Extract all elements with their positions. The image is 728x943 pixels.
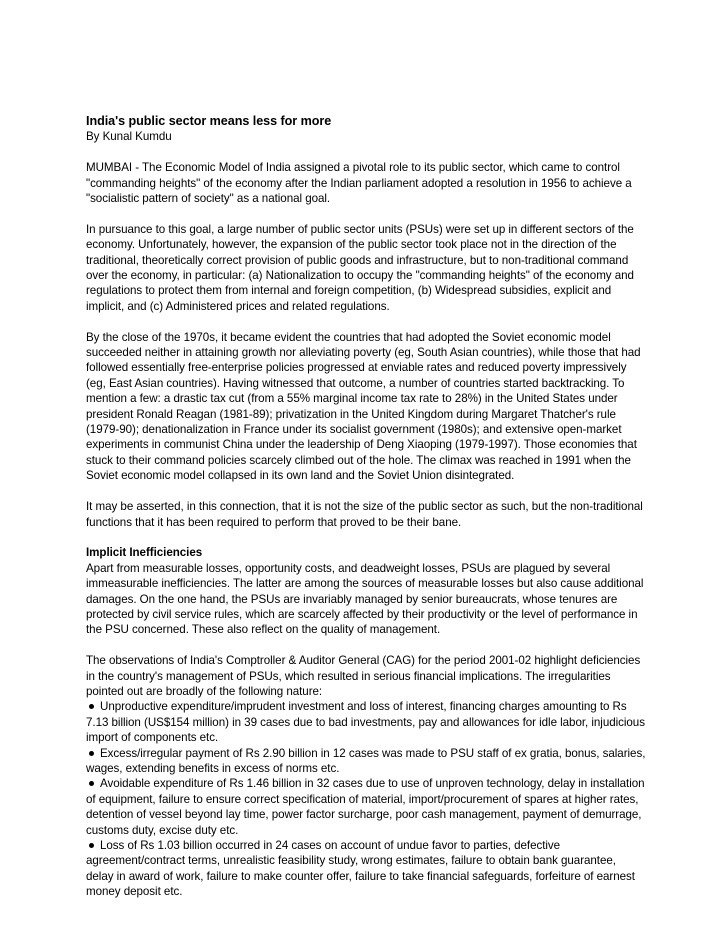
bullet-icon xyxy=(89,843,94,848)
paragraph: It may be asserted, in this connection, that it is not the size of the public sector as such, but the non-traditional functions that it has been required to perform that proved to be their bane. xyxy=(86,500,643,529)
paragraph: Apart from measurable losses, opportunity costs, and deadweight losses, PSUs are plagued by several immeasurable inefficiencies. The latter are among the sources of measurable losses but also cause additional damages. On the one hand, the PSUs are invariably managed by senior bureaucrats, whose tenures are protected by civil service rules, which are scarcely affected by their productivity or the level of performance in the PSU concerned. These also reflect on the quality of management. xyxy=(86,561,644,637)
article-byline: By Kunal Kumdu xyxy=(86,130,172,144)
bullet-text: Avoidable expenditure of Rs 1.46 billion in 32 cases due to use of unproven technology, delay in installation of equipment, failure to ensure correct specification of material, import/procurement of spares at higher rates, detention of vessel beyond lay time, power factor surcharge, poor cash management, payment of demurrage, customs duty, excise duty etc. xyxy=(86,777,645,837)
bullet-text: Excess/irregular payment of Rs 2.90 billion in 12 cases was made to PSU staff of ex gratia, bonus, salaries, wages, extending benefits in excess of norms etc. xyxy=(86,746,646,775)
bullet-item xyxy=(86,699,646,745)
bullet-item xyxy=(86,776,646,838)
bullet-icon xyxy=(89,704,94,709)
paragraph: In pursuance to this goal, a large number of public sector units (PSUs) were set up in different sectors of the economy. Unfortunately, however, the expansion of the public sector took place not in the direction of the traditional, theoretically correct provision of public goods and infrastructure, but to non-traditional command over the economy, in particular: (a) Nationalization to occupy the "commanding heights" of the economy and regulations to protect them from internal and foreign competition, (b) Widespread subsidies, explicit and implicit, and (c) Administered prices and related regulations. xyxy=(86,222,634,313)
cag-intro-paragraph: The observations of India's Comptroller & Auditor General (CAG) for the period 2001-02 highlight deficiencies in the country's management of PSUs, which resulted in serious financial implications. The irregularities pointed out are broadly of the following nature: xyxy=(86,654,641,698)
paragraph: By the close of the 1970s, it became evident the countries that had adopted the Soviet economic model succeeded neither in attaining growth nor alleviating poverty (eg, South Asian countries), while those that had followed essentially free-enterprise policies progressed at enviable rates and reduced poverty impressively (eg, East Asian countries). Having witnessed that outcome, a number of countries started backtracking. To mention a few: a drastic tax cut (from a 55% marginal income tax rate to 28%) in the United States under president Ronald Reagan (1981-89); privatization in the United Kingdom during Margaret Thatcher's rule (1979-90); denationalization in France under its socialist government (1980s); and extensive open-market experiments in communist China under the leadership of Deng Xiaoping (1979-1997). Those economies that stuck to their command policies scarcely climbed out of the hole. The climax was reached in 1991 when the Soviet economic model collapsed in its own land and the Soviet Union disintegrated. xyxy=(86,330,641,483)
bullet-text: Loss of Rs 1.03 billion occurred in 24 cases on account of undue favor to parties, defective agreement/contract terms, unrealistic feasibility study, wrong estimates, failure to obtain bank guarantee, delay in award of work, failure to make counter offer, failure to take financial safeguards, forfeiture of earnest money deposit etc. xyxy=(86,839,635,899)
bullet-icon xyxy=(89,751,94,756)
paragraph: MUMBAI - The Economic Model of India assigned a pivotal role to its public sector, which came to control "commanding heights" of the economy after the Indian parliament adopted a resolution in 1956 to achieve a "socialistic pattern of society" as a national goal. xyxy=(86,161,632,206)
article-title: India's public sector means less for more xyxy=(86,114,332,128)
bullet-icon xyxy=(89,781,94,786)
bullet-item xyxy=(86,746,646,777)
section-heading: Implicit Inefficiencies xyxy=(86,546,203,560)
bullet-item xyxy=(86,838,646,900)
document-page xyxy=(86,114,646,900)
bullet-text: Unproductive expenditure/imprudent investment and loss of interest, financing charges amounting to Rs 7.13 billion (US$154 million) in 39 cases due to bad investments, pay and allowances for idle labor, injudicious import of components etc. xyxy=(86,700,645,745)
